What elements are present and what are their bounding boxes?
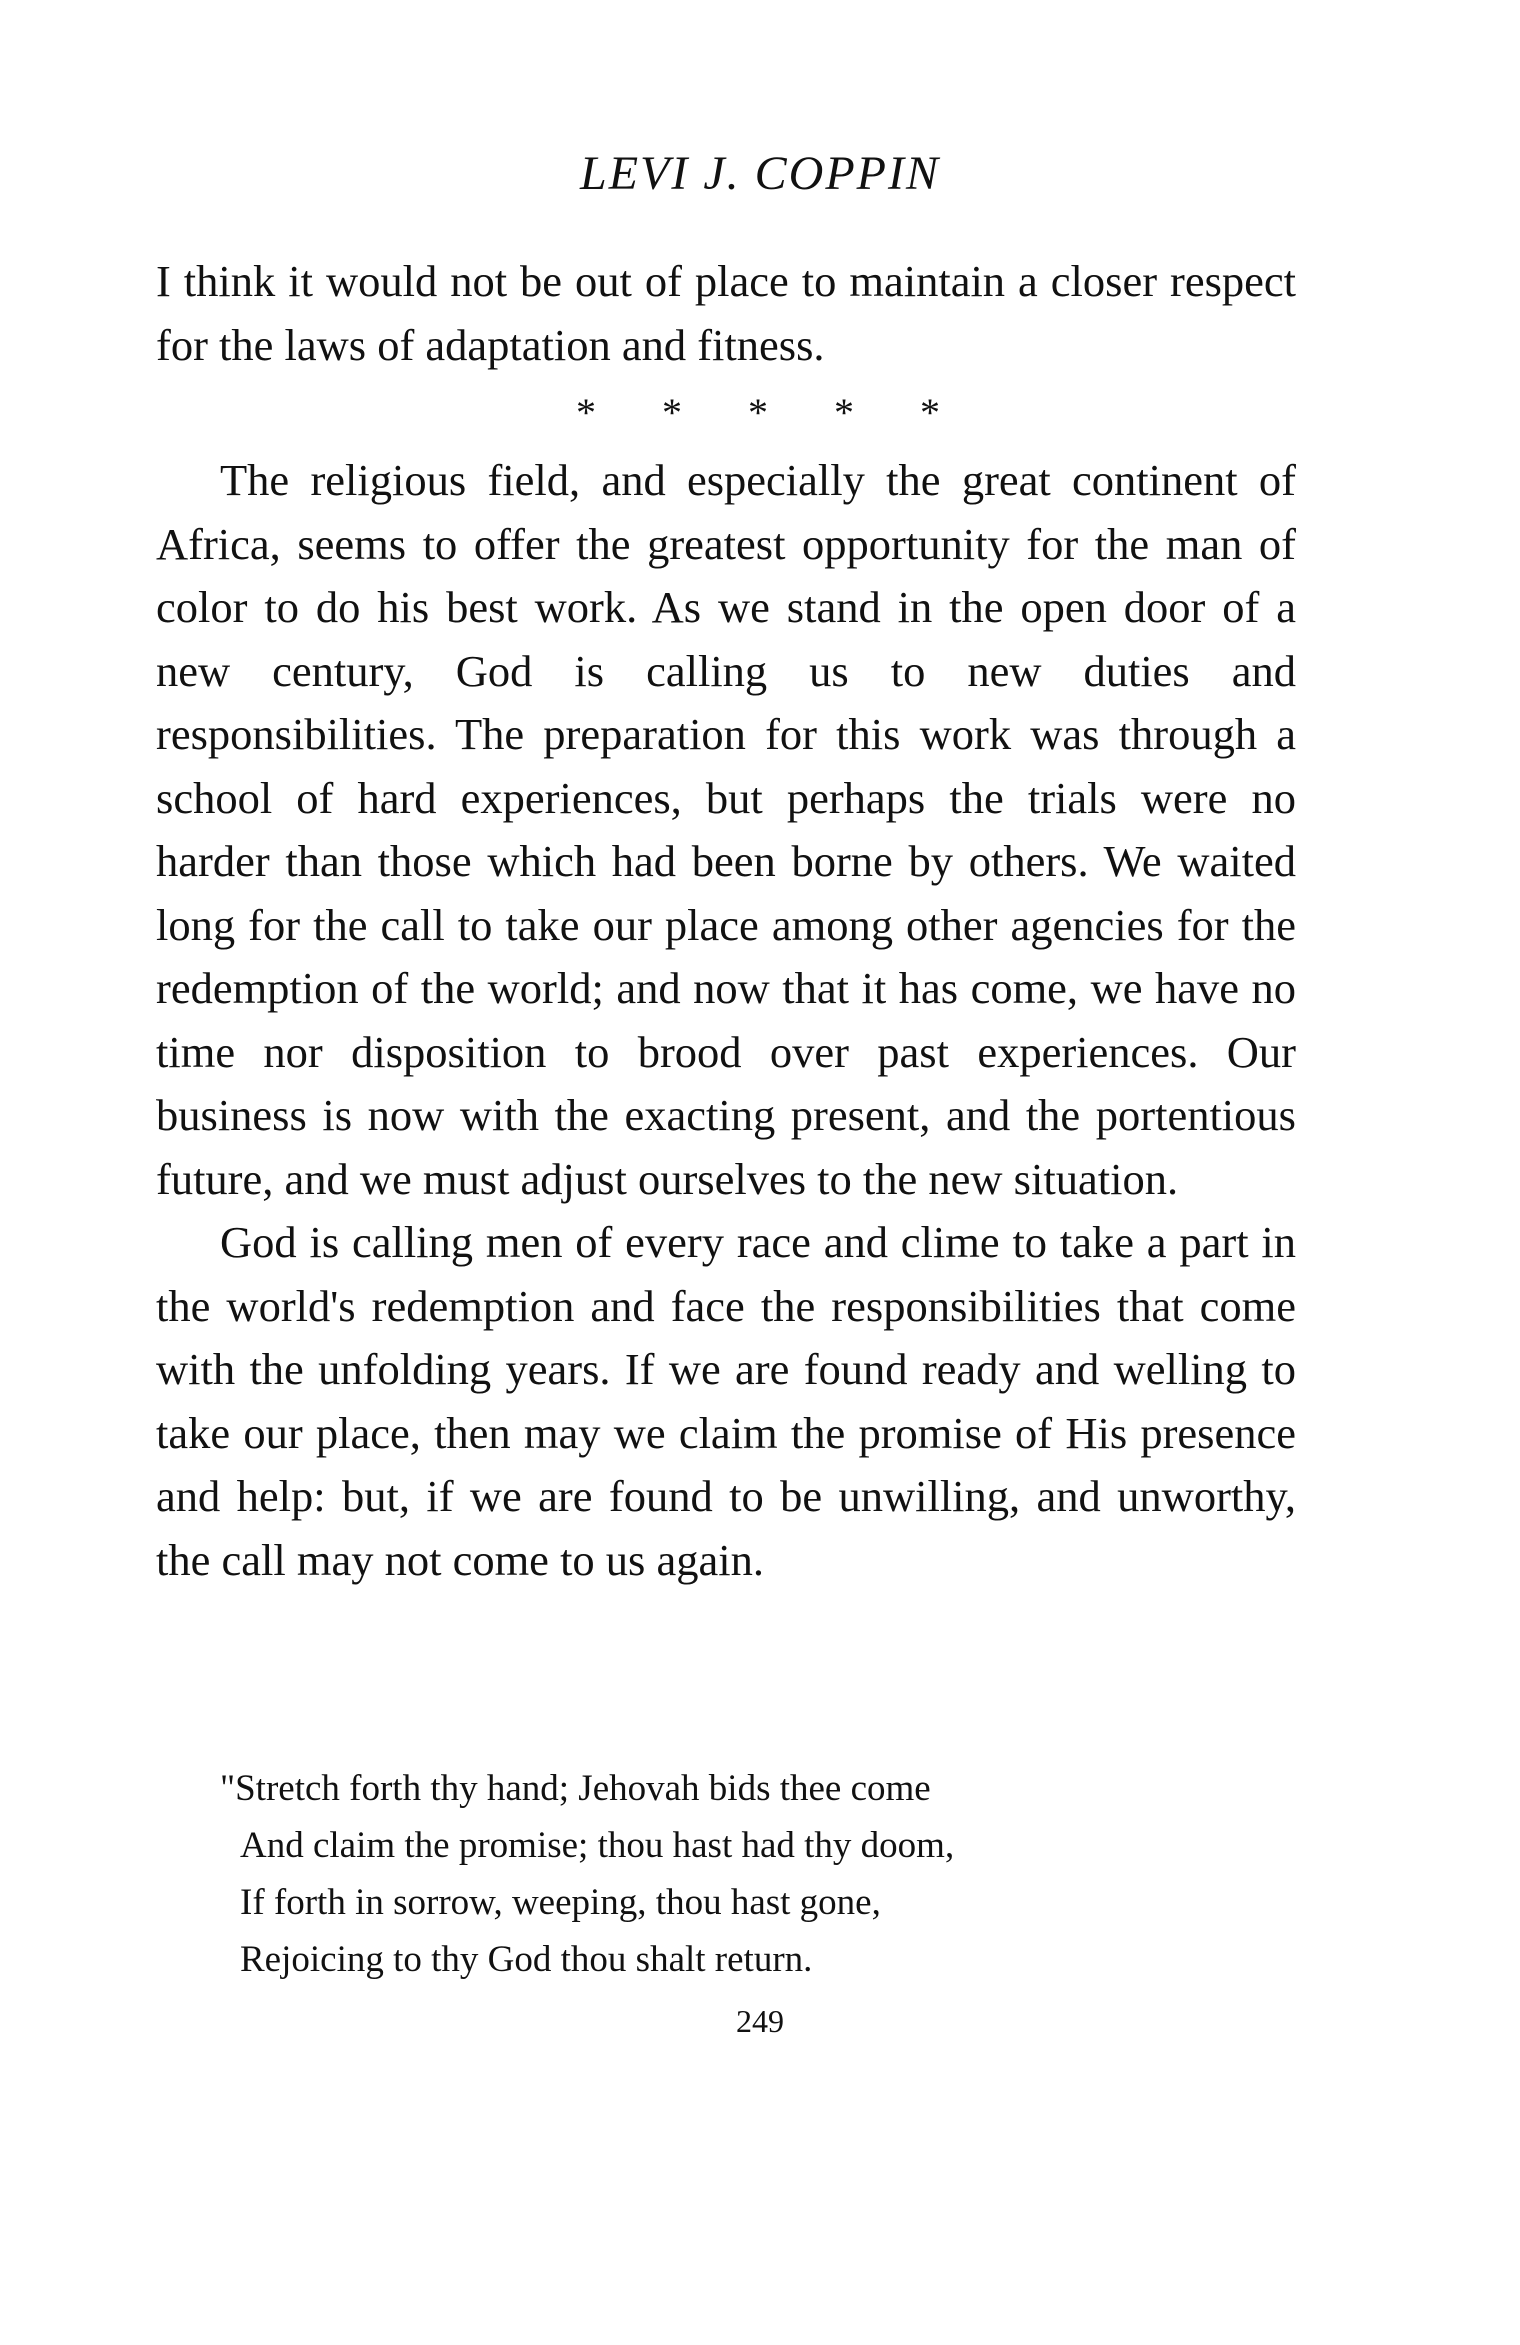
paragraph: I think it would not be out of place to maintain a closer respect for the laws of adaptation and fitness. xyxy=(156,256,1296,370)
verse-line: "Stretch forth thy hand; Jehovah bids thee come xyxy=(220,1768,931,1809)
verse-line: And claim the promise; thou hast had thy doom, xyxy=(240,1825,955,1866)
page-number: 249 xyxy=(736,2003,784,2039)
body-text xyxy=(156,250,1296,1592)
verse-line: If forth in sorrow, weeping, thou hast gone, xyxy=(240,1882,881,1923)
verse-quotation xyxy=(220,1760,1240,1988)
paragraph: The religious field, and especially the great continent of Africa, seems to offer the greatest opportunity for the man of color to do his best work. As we stand in the open door of a new century, God is calling us to new duties and responsibilities. The preparation for this work was through a school of hard experiences, but perhaps the trials were no harder than those which had been borne by others. We waited long for the call to take our place among other agencies for the redemption of the world; and now that it has come, we have no time nor disposition to brood over past experiences. Our business is now with the exacting present, and the portentious future, and we must adjust ourselves to the new situation. xyxy=(156,455,1296,1204)
paragraph: God is calling men of every race and clime to take a part in the world's redemption and face the responsibilities that come with the unfolding years. If we are found ready and welling to take our place, then may we claim the promise of His presence and help: but, if we are found to be unwilling, and unworthy, the call may not come to us again. xyxy=(156,1217,1296,1585)
running-head: LEVI J. COPPIN xyxy=(580,147,940,200)
section-break: * * * * * xyxy=(576,390,968,435)
verse-line: Rejoicing to thy God thou shalt return. xyxy=(240,1939,813,1980)
